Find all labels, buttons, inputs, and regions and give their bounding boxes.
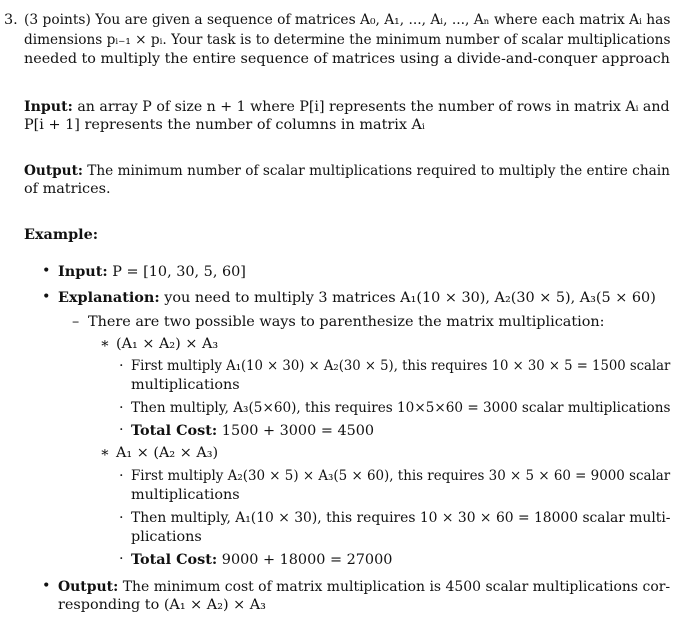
star-icon: ∗ xyxy=(100,336,110,352)
problem-line-2: dimensions pᵢ₋₁ × pᵢ. Your task is to determine the minimum number of scalar multiplications xyxy=(24,32,671,48)
input-text-line-2: P[i + 1] represents the number of columns in matrix Aᵢ xyxy=(24,117,425,133)
way2-step2-line2: plications xyxy=(131,529,202,545)
way2-step2-line1: Then multiply, A₁(10 × 30), this requires 10 × 30 × 60 = 18000 scalar multi- xyxy=(131,510,671,526)
way1-total-value: 1500 + 3000 = 4500 xyxy=(217,423,375,439)
way2-total xyxy=(131,550,392,570)
example-input-label: Input: xyxy=(58,263,108,280)
output-definition xyxy=(24,161,670,181)
problem-number: 3. xyxy=(4,12,18,28)
way1-total xyxy=(131,421,374,441)
dash-icon: – xyxy=(72,314,80,330)
bullet-icon: • xyxy=(42,578,51,594)
output-text-line-1: The minimum number of scalar multiplications required to multiply the entire chain xyxy=(82,163,670,179)
input-text-line-1: an array P of size n + 1 where P[i] represents the number of rows in matrix Aᵢ and xyxy=(72,99,670,115)
example-heading: Example: xyxy=(24,226,99,243)
output-text-line-2: of matrices. xyxy=(24,181,111,197)
output-label: Output: xyxy=(24,162,83,179)
way2-step1-line1: First multiply A₂(30 × 5) × A₃(5 × 60), this requires 30 × 5 × 60 = 9000 scalar xyxy=(131,468,671,484)
dot-icon: · xyxy=(119,358,124,374)
dot-icon: · xyxy=(119,468,124,484)
example-output xyxy=(58,577,670,597)
input-definition xyxy=(24,97,670,117)
star-icon: ∗ xyxy=(100,445,110,461)
dot-icon: · xyxy=(119,400,124,416)
way1-total-label: Total Cost: xyxy=(131,422,218,439)
example-output-line1: The minimum cost of matrix multiplication is 4500 scalar multiplications cor- xyxy=(118,579,671,595)
example-input-value: P = [10, 30, 5, 60] xyxy=(107,264,246,280)
example-output-label: Output: xyxy=(58,578,119,595)
example-input xyxy=(58,262,246,282)
example-explanation xyxy=(58,288,656,308)
example-output-line2: responding to (A₁ × A₂) × A₃ xyxy=(58,597,266,613)
way2-total-value: 9000 + 18000 = 27000 xyxy=(217,552,393,568)
parenthesization-intro: There are two possible ways to parenthesize the matrix multiplication: xyxy=(88,314,605,330)
bullet-icon: • xyxy=(42,289,51,305)
way1-step1-line2: multiplications xyxy=(131,377,240,393)
dot-icon: · xyxy=(119,551,124,567)
way2-total-label: Total Cost: xyxy=(131,551,218,568)
way2-header: A₁ × (A₂ × A₃) xyxy=(116,445,219,461)
explanation-text: you need to multiply 3 matrices A₁(10 × 30), A₂(30 × 5), A₃(5 × 60) xyxy=(159,290,656,306)
bullet-icon: • xyxy=(42,263,51,279)
dot-icon: · xyxy=(119,422,124,438)
way2-step1-line2: multiplications xyxy=(131,487,240,503)
way1-header: (A₁ × A₂) × A₃ xyxy=(116,336,219,352)
way1-step1-line1: First multiply A₁(10 × 30) × A₂(30 × 5), this requires 10 × 30 × 5 = 1500 scalar xyxy=(131,358,671,374)
dot-icon: · xyxy=(119,510,124,526)
input-label: Input: xyxy=(24,98,73,115)
problem-line-1: (3 points) You are given a sequence of matrices A₀, A₁, ..., Aᵢ, ..., Aₙ where each matrix Aᵢ has xyxy=(24,12,671,28)
way1-step2: Then multiply, A₃(5×60), this requires 10×5×60 = 3000 scalar multiplications xyxy=(131,400,671,416)
problem-line-3: needed to multiply the entire sequence of matrices using a divide-and-conquer approach xyxy=(24,51,670,67)
explanation-label: Explanation: xyxy=(58,289,160,306)
